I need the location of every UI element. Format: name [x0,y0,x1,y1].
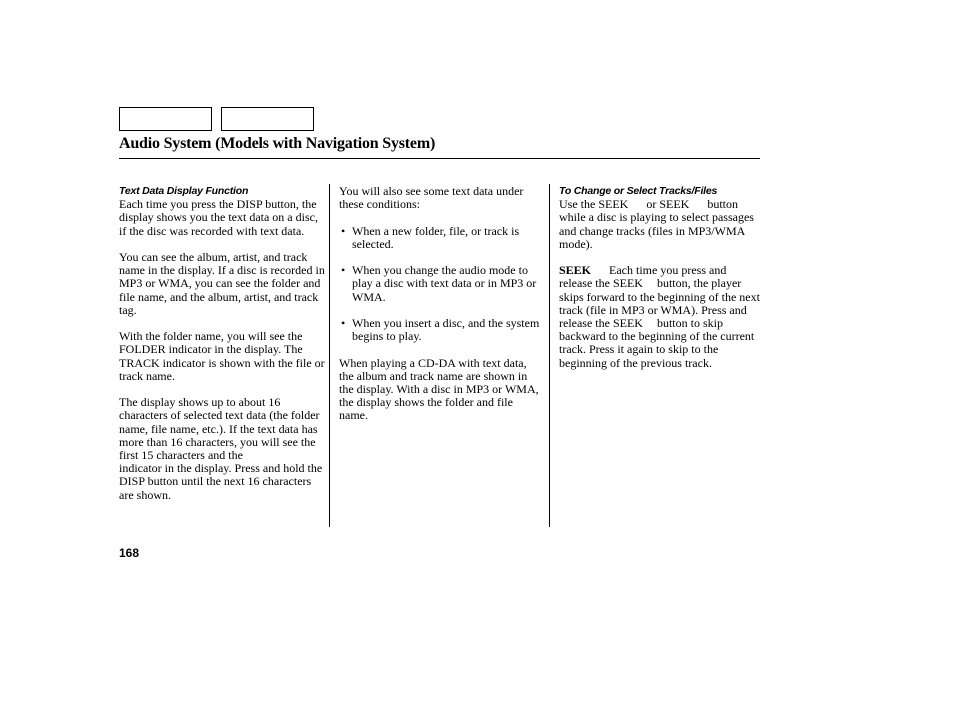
text-data-display-heading: Text Data Display Function [119,185,249,197]
paragraph: You will also see some text data under these conditions: [339,184,524,212]
change-tracks-heading: To Change or Select Tracks/Files [559,185,718,197]
paragraph-text: button to skip backward to the beginning of the current track. Press it again to skip to the beginning of the previous track. [559,316,755,370]
paragraph-text: The display shows up to about 16 characters of selected text data (the folder name, file name, etc.). If the text data has more than 16 characters, you will see the first 15 characters and the [119,395,320,463]
bullet-icon: • [341,223,346,238]
list-item [339,225,541,251]
conditions-list [339,225,541,344]
list-item-text: When you insert a disc, and the system begins to play. [352,315,540,344]
paragraph-text: Each time you press and release the SEEK [559,263,727,291]
section-tab-box-1 [119,107,212,131]
paragraph-text: or SEEK [646,197,690,212]
paragraph: You can see the album, artist, and track name in the display. If a disc is recorded in MP3 or WMA, you can see the folder and file name, and the album, artist, and track tag. [119,250,325,317]
paragraph: When playing a CD-DA with text data, the album and track name are shown in the display. With a disc in MP3 or WMA, the display shows the folder and file name. [339,355,539,423]
column-divider [329,184,330,527]
column-2 [339,185,541,436]
list-item [339,264,541,304]
list-item [339,317,541,343]
bullet-icon: • [341,263,346,278]
list-item-text: When you change the audio mode to play a disc with text data or in MP3 or WMA. [352,263,537,304]
column-3 [559,185,760,383]
paragraph: Each time you press the DISP button, the display shows you the text data on a disc, if the disc was recorded with text data. [119,197,318,238]
paragraph [119,396,325,502]
paragraph: With the folder name, you will see the FOLDER indicator in the display. The TRACK indicator is shown with the file or track name. [119,329,325,383]
paragraph-text: button, the player skips forward to the beginning of the next track (file in MP3 or WMA). Press and release the SEEK [559,276,760,331]
title-rule [119,158,760,159]
list-item-text: When a new folder, file, or track is selected. [352,223,520,251]
paragraph-text: button while a disc is playing to select passages and change tracks (files in MP3/WMA mode). [559,197,754,251]
column-divider [549,184,550,527]
paragraph-text: Use the SEEK [559,197,629,212]
column-1 [119,185,325,515]
paragraph [559,264,760,370]
page-title: Audio System (Models with Navigation System) [119,135,436,152]
paragraph-text: indicator in the display. Press and hold the DISP button until the next 16 characters are shown. [119,461,323,502]
seek-label: SEEK [559,263,592,278]
page-number: 168 [119,546,140,560]
paragraph [559,198,760,251]
bullet-icon: • [341,315,346,330]
section-tab-box-2 [221,107,314,131]
